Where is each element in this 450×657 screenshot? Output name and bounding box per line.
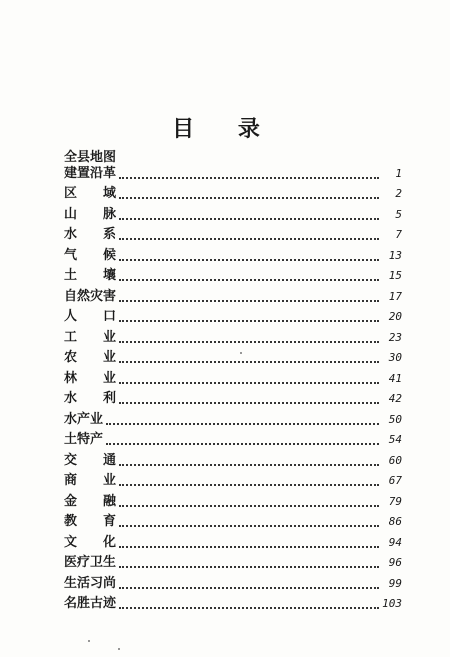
table-of-contents bbox=[64, 163, 402, 614]
toc-dot-leader bbox=[119, 176, 379, 179]
toc-entry bbox=[64, 512, 402, 533]
page-title: 目 录 bbox=[172, 117, 278, 142]
toc-dot-leader bbox=[119, 586, 379, 589]
toc-entry bbox=[64, 348, 402, 369]
toc-dot-leader bbox=[119, 196, 379, 199]
toc-page-number: 1 bbox=[395, 166, 402, 180]
toc-entry bbox=[64, 389, 402, 410]
toc-entry bbox=[64, 225, 402, 246]
toc-dot-leader bbox=[119, 237, 379, 240]
toc-entry-title: 人 口 bbox=[64, 309, 116, 324]
toc-entry bbox=[64, 594, 402, 615]
toc-entry bbox=[64, 286, 402, 307]
toc-entry bbox=[64, 573, 402, 594]
toc-entry-title: 土 壤 bbox=[64, 268, 116, 283]
toc-page-number: 15 bbox=[388, 269, 402, 282]
toc-page-number: 13 bbox=[388, 248, 402, 262]
toc-entry bbox=[64, 266, 402, 287]
print-speck bbox=[88, 640, 90, 642]
toc-dot-leader bbox=[119, 606, 379, 609]
toc-entry bbox=[64, 471, 402, 492]
toc-entry-title: 生活习尚 bbox=[64, 575, 117, 591]
toc-dot-leader bbox=[119, 565, 379, 568]
toc-entry bbox=[64, 553, 402, 574]
print-speck bbox=[118, 648, 120, 650]
toc-page-number: 20 bbox=[388, 310, 402, 323]
toc-entry-title: 区 域 bbox=[64, 186, 116, 201]
print-speck bbox=[240, 352, 242, 354]
toc-page-number: 94 bbox=[388, 535, 402, 549]
toc-dot-leader bbox=[119, 463, 379, 466]
toc-page-number: 79 bbox=[388, 494, 402, 508]
toc-page-number: 42 bbox=[388, 392, 402, 405]
toc-page-number: 41 bbox=[388, 371, 402, 385]
toc-entry bbox=[64, 532, 402, 553]
toc-page-number: 99 bbox=[388, 576, 402, 590]
toc-dot-leader bbox=[119, 217, 379, 220]
toc-page-number: 67 bbox=[388, 474, 402, 487]
toc-entry bbox=[64, 368, 402, 389]
toc-entry-title: 林 业 bbox=[64, 370, 116, 386]
toc-entry bbox=[64, 409, 402, 430]
map-entry-label: 全县地图 bbox=[64, 150, 117, 165]
toc-entry-title: 水 利 bbox=[64, 391, 116, 406]
toc-entry-title: 工 业 bbox=[64, 329, 116, 345]
toc-dot-leader bbox=[119, 360, 379, 363]
toc-entry-title: 山 脉 bbox=[64, 206, 116, 222]
toc-entry bbox=[64, 327, 402, 348]
toc-dot-leader bbox=[119, 258, 379, 261]
toc-page-number: 30 bbox=[388, 351, 402, 364]
toc-entry-title: 土特产 bbox=[64, 432, 104, 447]
toc-page-number: 60 bbox=[388, 453, 402, 467]
toc-dot-leader bbox=[119, 524, 379, 527]
toc-page-number: 96 bbox=[388, 556, 402, 569]
toc-entry-title: 名胜古迹 bbox=[64, 596, 117, 611]
toc-page-number: 5 bbox=[395, 207, 402, 221]
toc-entry bbox=[64, 163, 402, 184]
toc-page-number: 7 bbox=[395, 228, 402, 241]
toc-entry-title: 商 业 bbox=[64, 473, 116, 488]
toc-page-number: 23 bbox=[388, 330, 402, 344]
toc-page-number: 17 bbox=[388, 289, 402, 303]
toc-entry-title: 教 育 bbox=[64, 514, 116, 529]
toc-entry bbox=[64, 307, 402, 328]
toc-page-number: 86 bbox=[388, 515, 402, 528]
toc-entry bbox=[64, 204, 402, 225]
toc-entry-title: 自然灾害 bbox=[64, 288, 117, 304]
toc-dot-leader bbox=[119, 319, 379, 322]
toc-dot-leader bbox=[119, 401, 379, 404]
toc-entry-title: 交 通 bbox=[64, 452, 116, 468]
toc-entry-title: 文 化 bbox=[64, 534, 116, 550]
toc-entry bbox=[64, 450, 402, 471]
toc-entry bbox=[64, 245, 402, 266]
toc-dot-leader bbox=[119, 299, 379, 302]
toc-entry-title: 医疗卫生 bbox=[64, 555, 117, 570]
toc-dot-leader bbox=[106, 422, 379, 425]
toc-entry-title: 水 系 bbox=[64, 227, 116, 242]
toc-dot-leader bbox=[119, 504, 379, 507]
toc-page-number: 2 bbox=[395, 187, 402, 200]
toc-dot-leader bbox=[106, 442, 379, 445]
toc-entry bbox=[64, 430, 402, 451]
toc-entry bbox=[64, 491, 402, 512]
toc-entry-title: 建置沿革 bbox=[64, 165, 117, 181]
toc-dot-leader bbox=[119, 483, 379, 486]
toc-entry-title: 金 融 bbox=[64, 493, 116, 509]
toc-page-number: 54 bbox=[388, 433, 402, 446]
toc-dot-leader bbox=[119, 278, 379, 281]
toc-page-number: 50 bbox=[388, 412, 402, 426]
toc-dot-leader bbox=[119, 381, 379, 384]
toc-entry-title: 农 业 bbox=[64, 350, 116, 365]
toc-entry-title: 水产业 bbox=[64, 411, 104, 427]
toc-entry-title: 气 候 bbox=[64, 247, 116, 263]
toc-dot-leader bbox=[119, 545, 379, 548]
toc-page-number: 103 bbox=[382, 597, 402, 610]
toc-dot-leader bbox=[119, 340, 379, 343]
toc-entry bbox=[64, 184, 402, 205]
